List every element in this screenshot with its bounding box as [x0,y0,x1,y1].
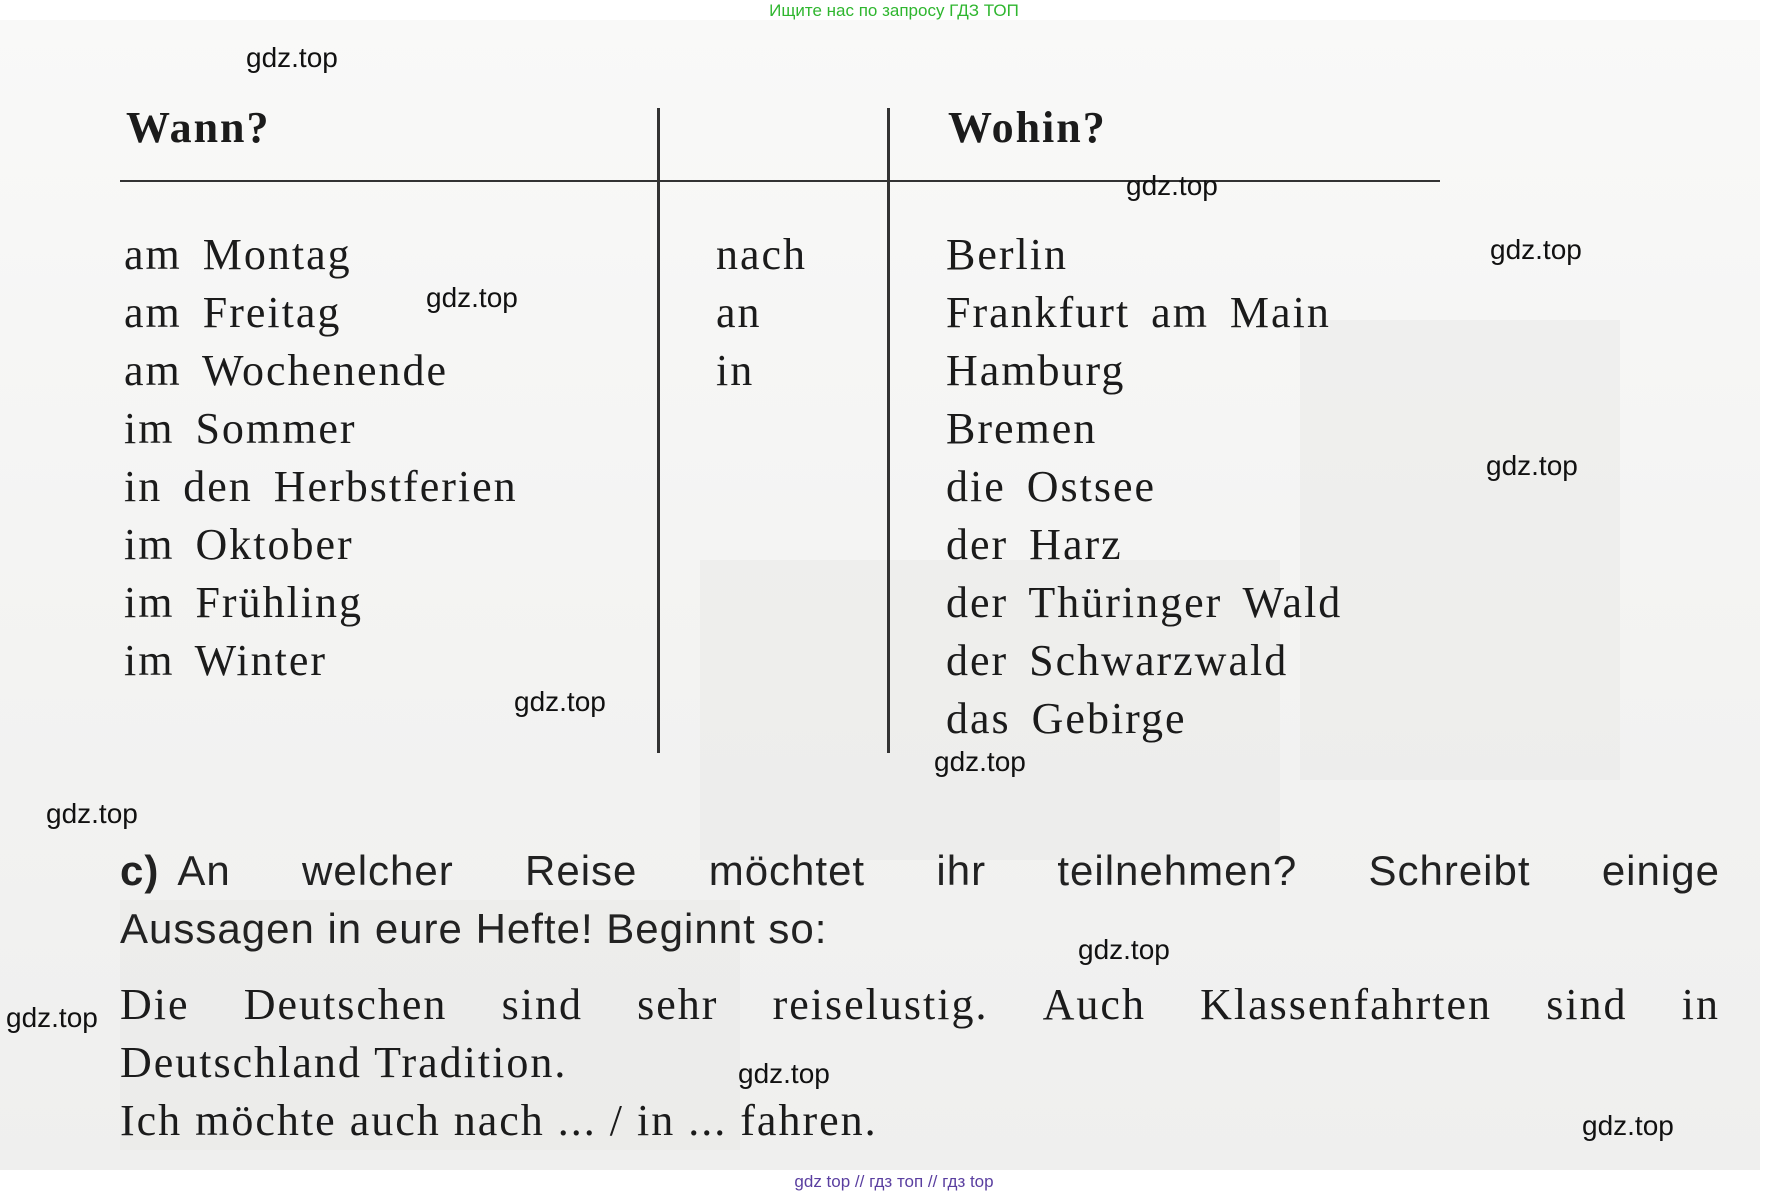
task-word: ihr [936,847,987,894]
watermark: gdz.top [1582,1110,1674,1141]
example-word: Auch [1042,980,1146,1029]
column-divider-right [887,108,890,753]
preposition-item: an [716,288,762,337]
wohin-item: das Gebirge [946,694,1187,743]
example-word: in [1681,980,1720,1029]
watermark: gdz.top [426,282,518,313]
watermark: gdz.top [1486,450,1578,481]
task-word: möchtet [708,847,866,894]
wohin-item: der Harz [946,520,1123,569]
task-word: An [177,847,231,894]
task-word: teilnehmen? [1057,847,1298,894]
task-word: Schreibt [1368,847,1531,894]
watermark: gdz.top [246,42,338,73]
task-line-2: Aussagen in eure Hefte! Beginnt so: [120,905,828,952]
wohin-item: die Ostsee [946,462,1157,511]
wann-item: im Sommer [124,404,357,453]
watermark: gdz.top [738,1058,830,1089]
wann-item: im Oktober [124,520,354,569]
wohin-item: Berlin [946,230,1068,279]
search-banner[interactable]: Ищите нас по запросу ГДЗ ТОП [769,1,1019,20]
task-word: welcher [302,847,454,894]
watermark: gdz.top [6,1002,98,1033]
footer-links[interactable]: gdz top // гдз топ // гдз top [794,1172,994,1191]
wann-item: im Frühling [124,578,364,627]
example-word: sind [501,980,583,1029]
task-word: Reise [525,847,638,894]
wohin-item: der Schwarzwald [946,636,1289,685]
preposition-item: in [716,346,755,395]
preposition-item: nach [716,230,808,279]
column-divider-left [657,108,660,753]
watermark: gdz.top [514,686,606,717]
preposition-column [716,226,807,400]
example-word: reiselustig. [772,980,989,1029]
header-wohin: Wohin? [948,103,1107,152]
example-line-3: Ich möchte auch nach ... / in ... fahren. [120,1096,878,1145]
watermark: gdz.top [1490,234,1582,265]
wohin-item: Frankfurt am Main [946,288,1331,337]
task-label: c) [120,847,160,894]
header-rule [120,180,1440,182]
example-word: sehr [637,980,719,1029]
example-word: Klassenfahrten [1200,980,1493,1029]
example-text [120,976,1720,1150]
wohin-item: Bremen [946,404,1098,453]
wann-item: am Freitag [124,288,342,337]
wann-item: in den Herbstferien [124,462,518,511]
watermark: gdz.top [46,798,138,829]
wann-item: im Winter [124,636,328,685]
example-word: Die [120,980,190,1029]
example-line-2: Deutschland Tradition. [120,1038,568,1087]
task-c [120,842,1720,958]
bleed-through-photo [1300,320,1620,780]
wohin-item: der Thüringer Wald [946,578,1343,627]
watermark: gdz.top [934,746,1026,777]
task-line-1 [120,842,1720,900]
watermark: gdz.top [1126,170,1218,201]
wann-item: am Wochenende [124,346,449,395]
example-line-1 [120,976,1720,1034]
wohin-item: Hamburg [946,346,1126,395]
header-wann: Wann? [126,103,271,152]
wohin-column [946,226,1342,748]
task-word: einige [1601,847,1720,894]
example-word: Deutschen [243,980,448,1029]
example-word: sind [1546,980,1628,1029]
wann-item: am Montag [124,230,352,279]
watermark: gdz.top [1078,934,1170,965]
